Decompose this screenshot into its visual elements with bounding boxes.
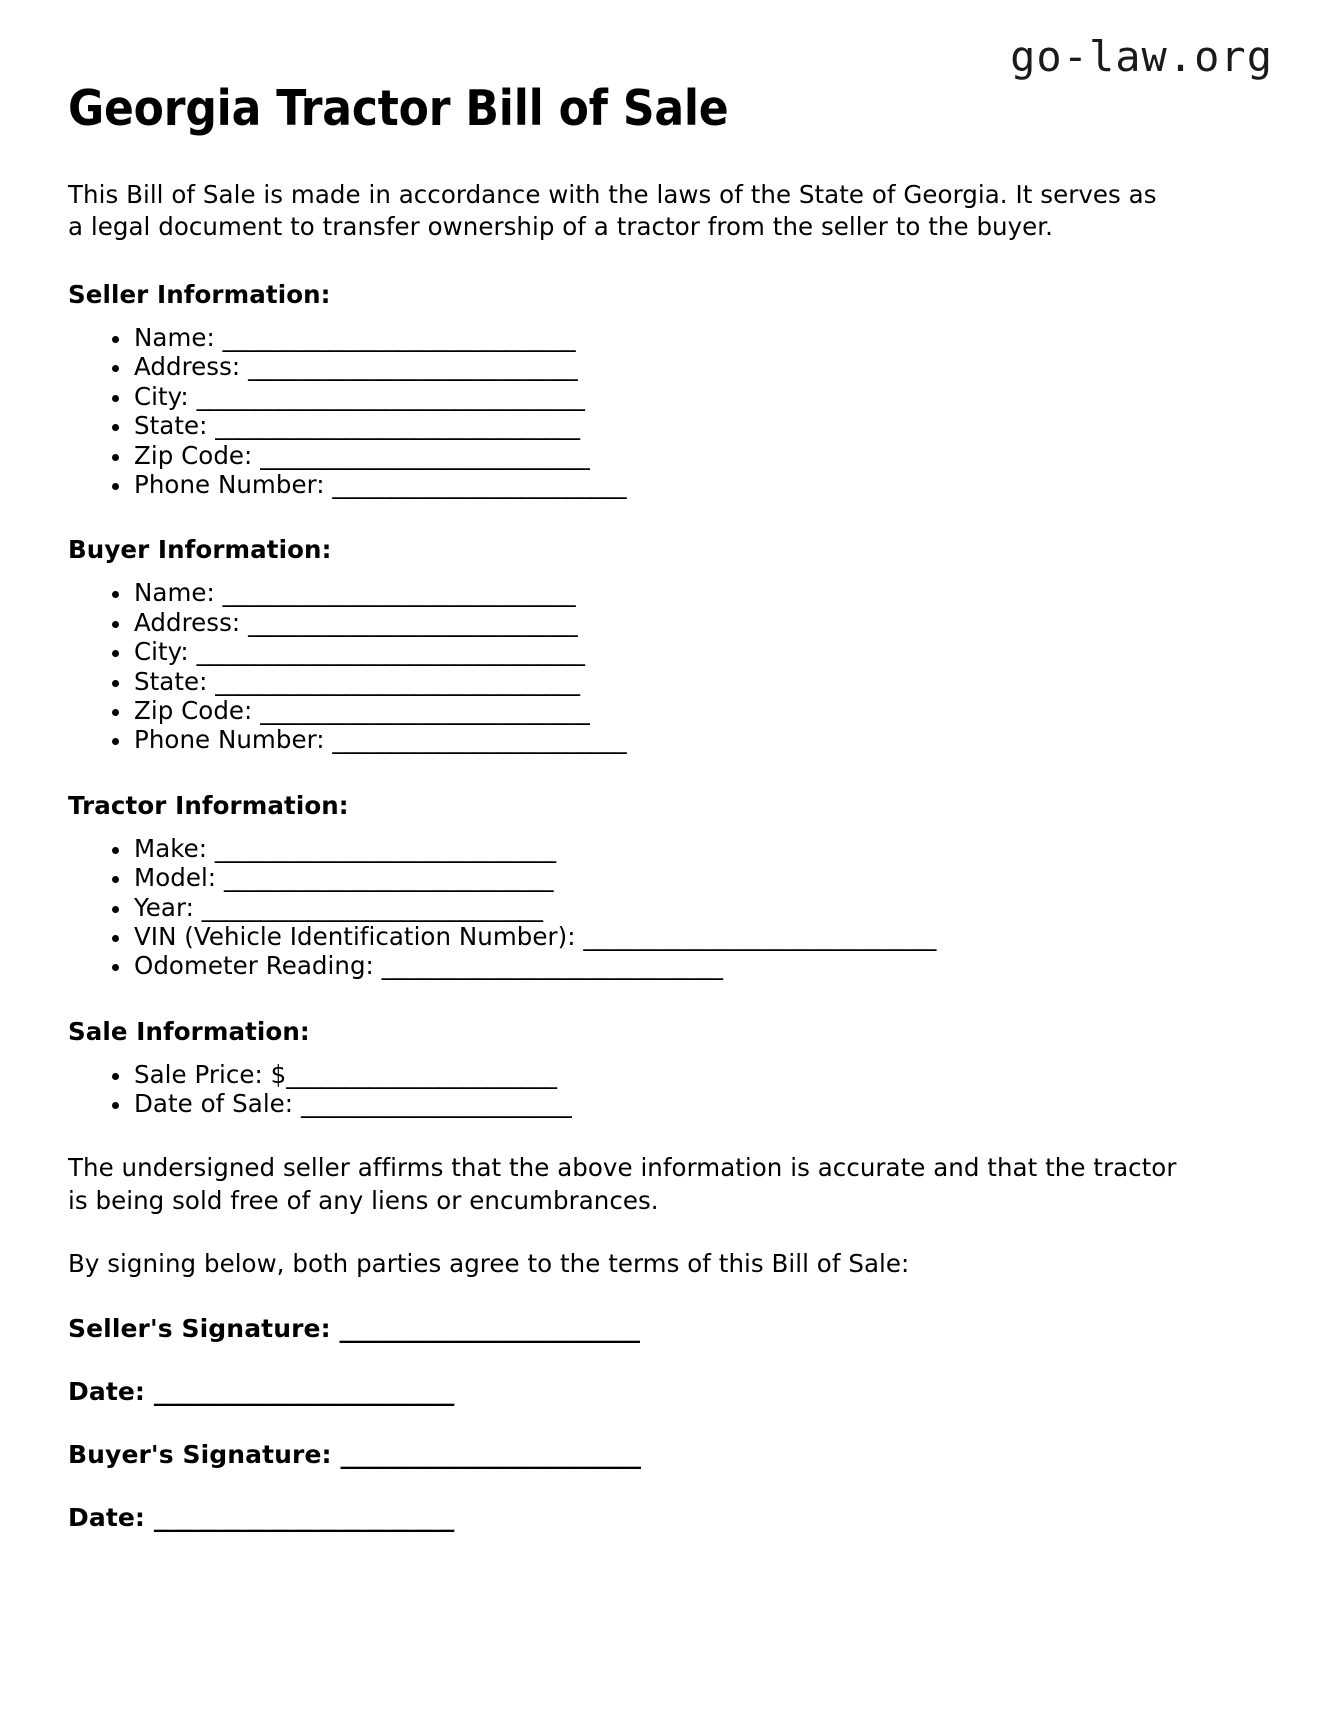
field-label: City: [134, 637, 189, 667]
intro-paragraph: This Bill of Sale is made in accordance with the laws of the State of Georgia. It serves as a legal document to transfer ownership of a tractor from the seller to the buyer. [68, 179, 1157, 242]
agreement-paragraph: By signing below, both parties agree to the terms of this Bill of Sale: [68, 1248, 910, 1278]
list-item [112, 1060, 1178, 1089]
field-blank[interactable]: _______________________________ [215, 411, 580, 441]
section-heading-sale: Sale Information: [68, 1016, 310, 1046]
seller-date-label: Date: [68, 1377, 146, 1407]
section-heading-tractor: Tractor Information: [68, 790, 349, 820]
section-buyer-information [68, 535, 1178, 564]
section-heading-buyer: Buyer Information: [68, 535, 332, 565]
seller-signature-line [68, 1314, 1178, 1344]
list-item [112, 637, 1178, 666]
section-tractor-information [68, 791, 1178, 820]
field-label: Phone Number: [134, 725, 325, 755]
intro-paragraph-wrap [68, 179, 1178, 244]
buyer-signature-blank[interactable]: _________________________ [340, 1440, 641, 1470]
field-blank[interactable]: ____________________________ [260, 440, 590, 470]
seller-fields-list [68, 323, 1178, 499]
field-label: Model: [134, 863, 217, 893]
list-item [112, 893, 1178, 922]
field-label: Name: [134, 323, 215, 353]
field-blank[interactable]: _______________________________ [215, 666, 580, 696]
field-blank[interactable]: ____________________________ [260, 695, 590, 725]
list-item [112, 667, 1178, 696]
list-item [112, 441, 1178, 470]
list-item [112, 834, 1178, 863]
list-item [112, 382, 1178, 411]
signature-block [68, 1314, 1178, 1533]
field-label: Date of Sale: [134, 1089, 294, 1119]
field-blank[interactable]: _________________________ [332, 469, 627, 499]
field-blank[interactable]: _________________________ [332, 725, 627, 755]
field-label: State: [134, 411, 208, 441]
field-blank[interactable]: _______________________ [300, 1089, 572, 1119]
list-item [112, 323, 1178, 352]
field-blank[interactable]: ____________________________ [248, 352, 578, 382]
field-blank[interactable]: ____________________________ [248, 607, 578, 637]
field-blank[interactable]: ______________________________ [583, 921, 936, 951]
list-item [112, 578, 1178, 607]
list-item [112, 411, 1178, 440]
field-blank[interactable]: ____________________________ [223, 863, 553, 893]
field-blank[interactable]: ______________________________ [222, 578, 576, 608]
buyer-date-line [68, 1503, 1178, 1533]
field-label: Phone Number: [134, 469, 325, 499]
field-label: Zip Code: [134, 440, 253, 470]
list-item [112, 696, 1178, 725]
list-item [112, 922, 1178, 951]
section-heading-seller: Seller Information: [68, 280, 331, 310]
section-sale-information [68, 1017, 1178, 1046]
field-label: Odometer Reading: [134, 951, 374, 981]
sale-fields-list [68, 1060, 1178, 1119]
tractor-fields-list [68, 834, 1178, 981]
field-label: Zip Code: [134, 695, 253, 725]
spacer [68, 1470, 1178, 1503]
spacer [68, 1344, 1178, 1377]
field-blank[interactable]: _________________________________ [196, 381, 585, 411]
document-content [68, 0, 1178, 1533]
field-blank[interactable]: _____________________________ [214, 833, 556, 863]
field-label: Name: [134, 578, 215, 608]
field-label: Year: [134, 892, 194, 922]
list-item [112, 863, 1178, 892]
list-item [112, 352, 1178, 381]
field-blank[interactable]: _________________________________ [196, 637, 585, 667]
field-label: Address: [134, 607, 241, 637]
seller-date-blank[interactable]: _________________________ [153, 1377, 454, 1407]
list-item [112, 1089, 1178, 1118]
spacer [68, 1407, 1178, 1440]
seller-signature-label: Seller's Signature: [68, 1314, 331, 1344]
field-label: Address: [134, 352, 241, 382]
list-item [112, 725, 1178, 754]
field-label: VIN (Vehicle Identification Number): [134, 921, 576, 951]
buyer-signature-line [68, 1440, 1178, 1470]
buyer-date-blank[interactable]: _________________________ [153, 1503, 454, 1533]
page-title: Georgia Tractor Bill of Sale [68, 80, 729, 137]
site-brand-watermark: go-law.org [1010, 32, 1273, 81]
list-item [112, 608, 1178, 637]
affirmation-paragraph-wrap [68, 1152, 1178, 1217]
section-seller-information [68, 280, 1178, 309]
buyer-fields-list [68, 578, 1178, 754]
field-blank[interactable]: _____________________________ [381, 951, 723, 981]
list-item [112, 951, 1178, 980]
buyer-date-label: Date: [68, 1503, 146, 1533]
buyer-signature-label: Buyer's Signature: [68, 1440, 332, 1470]
field-label: Sale Price: $ [134, 1059, 287, 1089]
agreement-paragraph-wrap [68, 1248, 1178, 1281]
field-label: City: [134, 381, 189, 411]
field-blank[interactable]: _____________________________ [201, 892, 543, 922]
seller-date-line [68, 1377, 1178, 1407]
list-item [112, 470, 1178, 499]
affirmation-paragraph: The undersigned seller affirms that the above information is accurate and that the tractor is being sold free of any liens or encumbrances. [68, 1153, 1177, 1216]
field-label: State: [134, 666, 208, 696]
seller-signature-blank[interactable]: _________________________ [339, 1314, 640, 1344]
field-blank[interactable]: _______________________ [286, 1059, 557, 1089]
field-label: Make: [134, 833, 208, 863]
field-blank[interactable]: ______________________________ [222, 323, 576, 353]
